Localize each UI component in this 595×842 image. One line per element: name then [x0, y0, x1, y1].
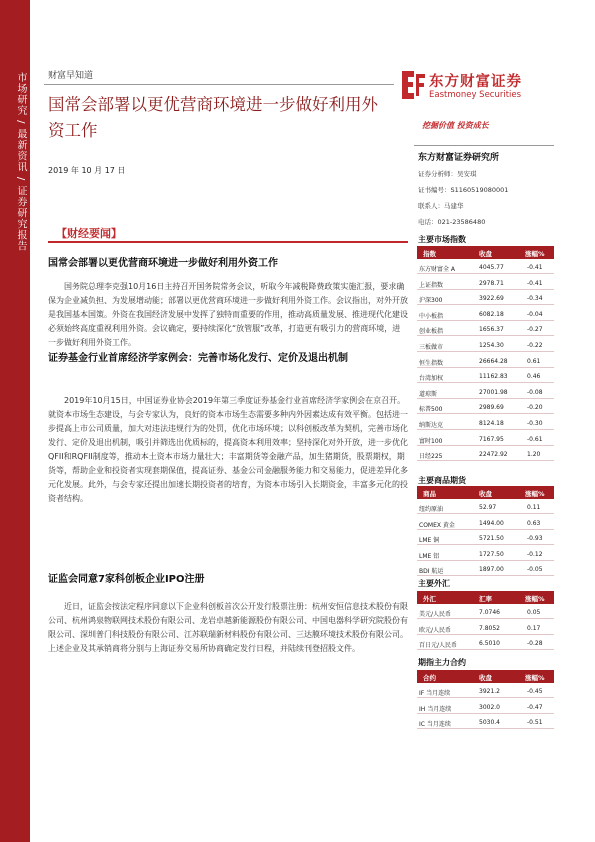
- cell-name: LME 铜: [419, 537, 440, 545]
- cell-name: IF 当月连续: [419, 690, 451, 697]
- cell-value: 11162.83: [479, 373, 508, 381]
- col-header-close: 收盘: [479, 490, 492, 498]
- table-market-indices-title: 主要市场指数: [418, 235, 466, 244]
- col-header-change: 涨幅%: [525, 595, 545, 603]
- cell-name: 中小板指: [419, 312, 444, 320]
- table-row: [417, 260, 554, 274]
- certificate-number: 证书编号：S1160519080001: [418, 186, 509, 194]
- table-row: [417, 500, 554, 514]
- table-row: [417, 400, 554, 414]
- table-row: [417, 416, 554, 430]
- cell-value: 1727.50: [479, 550, 504, 558]
- article-2-heading: 证券基金行业首席经济学家例会：完善市场化发行、定价及退出机制: [48, 353, 348, 364]
- cell-name: 上证指数: [419, 281, 444, 289]
- cell-change: -0.20: [527, 404, 543, 412]
- left-sidebar-band: [0, 0, 30, 842]
- cell-change: 0.61: [527, 357, 541, 365]
- cell-change: -0.47: [527, 703, 543, 711]
- table-row: [417, 354, 554, 368]
- cell-name: BDI 航运: [419, 568, 444, 576]
- logo-chinese-name: 东方财富证券: [429, 74, 522, 90]
- right-column-divider: [414, 145, 554, 146]
- article-1-heading: 国常会部署以更优营商环境进一步做好利用外资工作: [48, 258, 278, 269]
- article-1-body: 国务院总理李克强10月16日主持召开国务院常务会议，听取今年减税降费政策实施汇报，要求确保为企业减负担、为发展增动能；部署以更优营商环境进一步做好利用外资工作。会议指出，对外开放是我国基本国策。外资在我国经济发展中发挥了独特而重要的作用，推动高质量发展、推进现代化建设必须始终高度重视利用外资。会议确定，要持续深化“放管服”改革，打造更有吸引力的营商环境，进一步做好利用外资工作。: [48, 282, 408, 347]
- col-header-name: 合约: [423, 674, 436, 682]
- col-header-change: 涨幅%: [525, 674, 545, 682]
- cell-value: 3921.2: [479, 688, 500, 695]
- table-row: [417, 322, 554, 336]
- cell-value: 7.0746: [479, 609, 500, 616]
- cell-name: COMEX 黄金: [419, 521, 455, 529]
- cell-name: 欧元/人民币: [419, 626, 452, 634]
- cell-change: -0.12: [527, 550, 543, 558]
- cell-name: 富时100: [419, 437, 443, 445]
- header-divider: [44, 84, 394, 85]
- cell-change: -0.51: [527, 719, 543, 727]
- cell-name: 三板做市: [419, 344, 444, 351]
- analyst-name: 证券分析师：吴安琪: [418, 170, 477, 178]
- col-header-name: 商品: [423, 490, 436, 498]
- logo-english-name: Eastmoney Securities: [429, 90, 522, 100]
- cell-value: 1897.00: [479, 566, 504, 574]
- table-commodities-header: [417, 486, 554, 499]
- cell-value: 52.97: [479, 504, 497, 511]
- article-2-body: 2019年10月15日，中国证券业协会2019年第三季度证券基金行业首席经济学家例会在京召开。 就资本市场生态建设，与会专家认为，良好的资本市场生态需要多种内外因素达成有效平衡。包括进一步提高上市公司质量，加大对违法违规行为的处罚，优化市场环境；以科创板改革为契机，完善市场化发行、定价及退出机制，吸引并筛选出优质标的，提高资本利用效率；坚持深化对外开放，进一步优化QFII和RQFII制度等，推动本土资本市场力量壮大；丰富期货等金融产品，加生猪期货，股票期权，期货等，帮助企业和投资者实现套期保值，提高证券、基金公司金融服务能力和交易能力，促进差异化多元化发展。此外，与会专家还提出加速长期投资者的培育，为资本市场引入长期资金，丰富多元化的投资者结构。: [48, 396, 408, 503]
- cell-change: -0.30: [527, 420, 543, 427]
- table-row: [417, 562, 554, 576]
- cell-value: 5721.50: [479, 535, 504, 543]
- cell-change: 0.63: [527, 519, 541, 527]
- table-commodities-title: 主要商品期货: [418, 476, 466, 485]
- cell-name: 台湾加权: [419, 375, 444, 383]
- cell-change: 1.20: [527, 451, 541, 459]
- cell-value: 3922.69: [479, 295, 504, 303]
- cell-name: 创业板指: [419, 328, 444, 336]
- cell-change: 0.05: [527, 609, 541, 616]
- cell-change: -0.22: [527, 342, 543, 349]
- report-title: 国常会部署以更优营商环境进一步做好利用外资工作: [48, 95, 378, 140]
- cell-name: 东方财富全 A: [419, 266, 456, 273]
- table-row: [417, 338, 554, 352]
- report-date: 2019 年 10 月 17 日: [48, 166, 126, 175]
- table-row: [417, 684, 554, 698]
- section-underline: [48, 241, 408, 243]
- cell-value: 1656.37: [479, 326, 504, 334]
- cell-name: 日经225: [419, 453, 443, 461]
- article-3-heading: 证监会同意7家科创板企业IPO注册: [48, 574, 205, 585]
- cell-value: 8124.18: [479, 420, 504, 427]
- sidebar-category-text: 市场研究 / 最新资讯 / 证券研究报告: [15, 72, 26, 252]
- table-row: [417, 636, 554, 650]
- table-row: [417, 291, 554, 305]
- col-header-close: 收盘: [479, 250, 492, 258]
- cell-name: 恒生指数: [419, 359, 444, 367]
- cell-change: 0.17: [527, 624, 541, 632]
- table-row: [417, 307, 554, 321]
- table-row: [417, 531, 554, 545]
- cell-change: -0.27: [527, 326, 543, 334]
- contact-phone: 电话：021-23586480: [418, 218, 486, 226]
- col-header-name: 指数: [423, 250, 436, 258]
- logo-mark-icon: [399, 68, 427, 102]
- table-row: [417, 385, 554, 399]
- table-row: [417, 605, 554, 619]
- col-header-rate: 汇率: [479, 595, 492, 603]
- contact-person: 联系人：马建华: [418, 202, 464, 210]
- col-header-name: 外汇: [423, 595, 436, 603]
- cell-name: 沪深300: [419, 297, 443, 305]
- cell-change: -0.08: [527, 388, 543, 396]
- table-forex-header: [417, 591, 554, 604]
- table-row: [417, 432, 554, 446]
- cell-change: -0.05: [527, 566, 543, 574]
- cell-value: 4045.77: [479, 264, 504, 271]
- cell-value: 2978.71: [479, 279, 504, 287]
- cell-change: -0.28: [527, 640, 543, 648]
- cell-change: 0.46: [527, 373, 541, 381]
- cell-value: 26664.28: [479, 357, 508, 365]
- cell-value: 6.5010: [479, 640, 500, 648]
- cell-change: -0.04: [527, 310, 543, 318]
- table-row: [417, 276, 554, 290]
- table-row: [417, 547, 554, 561]
- cell-value: 7167.95: [479, 435, 504, 443]
- cell-name: IH 当月连续: [419, 705, 452, 713]
- cell-value: 22472.92: [479, 451, 508, 459]
- article-3-body: 近日，证监会按法定程序同意以下企业科创板首次公开发行股票注册：杭州安恒信息技术股份有限公司、杭州鸿泉物联网技术股份有限公司、龙岩卓越新能源股份有限公司、中国电器科学研究院股份有限公司、深圳普门科技股份有限公司、江苏联瑞新材料股份有限公司、三达膜环境技术股份有限公司。上述企业及其承销商将分别与上海证券交易所协商确定发行日程，并陆续刊登招股文件。: [48, 602, 408, 653]
- table-row: [417, 447, 554, 461]
- table-futures-title: 期指主力合约: [418, 658, 466, 667]
- table-futures-header: [417, 670, 554, 683]
- cell-name: 道琼斯: [419, 390, 438, 398]
- section-header-finance-news: [48, 222, 408, 242]
- header-label: 财富早知道: [48, 71, 94, 81]
- table-row: [417, 700, 554, 714]
- cell-name: 纳斯达克: [419, 422, 444, 429]
- cell-name: 纽约原油: [419, 506, 444, 513]
- table-market-indices-header: [417, 246, 554, 259]
- company-slogan: 挖掘价值 投资成长: [422, 121, 489, 130]
- table-row: [417, 516, 554, 530]
- cell-name: 百日元/人民币: [419, 642, 458, 650]
- section-label: 【财经要闻】: [56, 227, 122, 240]
- table-forex-title: 主要外汇: [418, 579, 450, 588]
- research-institute-name: 东方财富证券研究所: [418, 153, 500, 163]
- table-row: [417, 621, 554, 635]
- col-header-close: 收盘: [479, 674, 492, 682]
- col-header-change: 涨幅%: [525, 250, 545, 258]
- cell-value: 7.8052: [479, 624, 500, 632]
- table-row: [417, 715, 554, 729]
- cell-name: LME 铝: [419, 552, 440, 560]
- cell-change: -0.45: [527, 688, 543, 695]
- cell-change: -0.34: [527, 295, 543, 303]
- cell-value: 1494.00: [479, 519, 504, 527]
- cell-name: IC 当月连续: [419, 721, 451, 729]
- cell-value: 2989.69: [479, 404, 504, 412]
- cell-value: 27001.98: [479, 388, 508, 396]
- col-header-change: 涨幅%: [525, 490, 545, 498]
- cell-value: 5030.4: [479, 719, 500, 727]
- cell-change: -0.41: [527, 264, 543, 271]
- cell-value: 1254.30: [479, 342, 504, 349]
- cell-change: -0.41: [527, 279, 543, 287]
- cell-value: 6082.18: [479, 310, 504, 318]
- cell-change: -0.61: [527, 435, 543, 443]
- table-row: [417, 369, 554, 383]
- cell-value: 3002.0: [479, 703, 500, 711]
- company-logo: [399, 68, 549, 104]
- cell-change: 0.11: [527, 504, 541, 511]
- cell-name: 标普500: [419, 406, 443, 414]
- cell-name: 美元/人民币: [419, 611, 452, 618]
- cell-change: -0.93: [527, 535, 543, 543]
